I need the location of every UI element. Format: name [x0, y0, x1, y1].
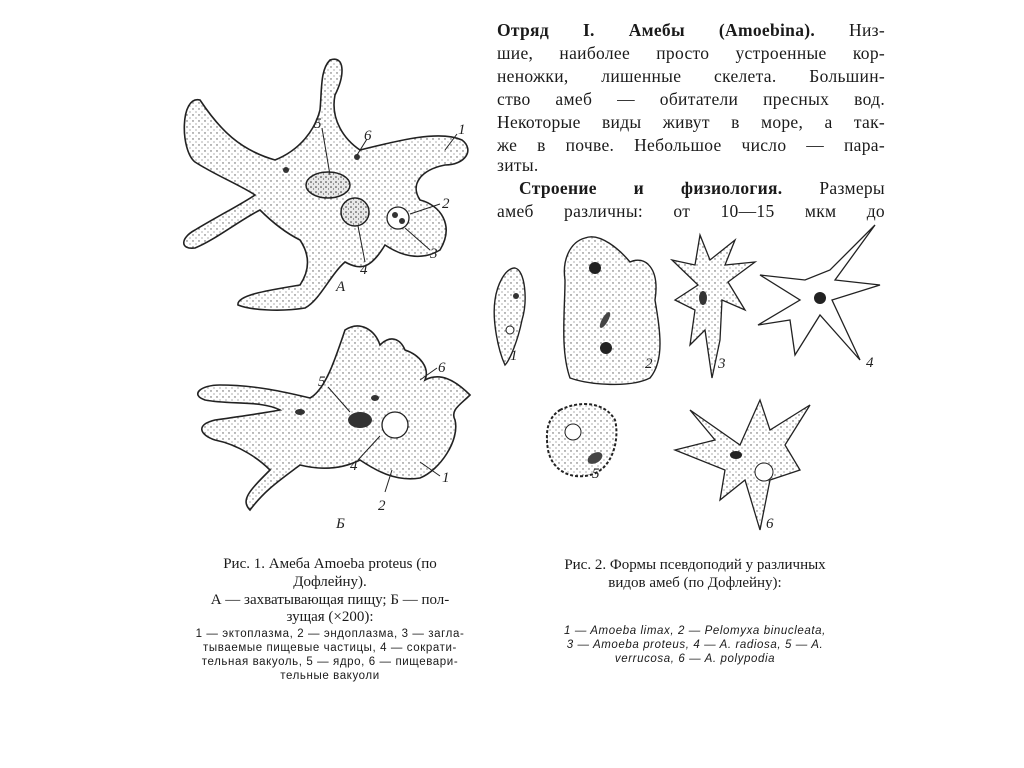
body-text-fragment: Размеры	[819, 178, 885, 198]
fig2-legend-line-3: verrucosa, 6 — A. polypodia	[614, 653, 776, 665]
fig2-label-3: 3	[718, 356, 726, 372]
fig1-caption-line-2: Дофлейну).	[293, 574, 367, 590]
body-line-9: амеб различны: от 10—15 мкм до	[497, 201, 885, 221]
body-line-8	[497, 178, 885, 199]
fig1-caption-line-3: А — захватывающая пищу; Б — пол-	[210, 592, 450, 608]
body-line-2: шие, наиболее просто устроенные кор-	[497, 43, 885, 63]
fig2-label-6: 6	[766, 516, 774, 532]
fig1a-label-6: 6	[364, 128, 372, 144]
amoeba-figure-1b	[198, 326, 470, 532]
fig1b-label-B: Б	[336, 516, 345, 532]
fig1-legend-line-4: тельные вакуоли	[280, 670, 380, 682]
fig1b-label-6: 6	[438, 360, 446, 376]
body-line-6: же в почве. Небольшое число — пара-	[497, 135, 885, 155]
fig1b-label-5: 5	[318, 374, 326, 390]
fig2-label-1: 1	[510, 348, 518, 364]
body-line-7: зиты.	[497, 155, 539, 175]
fig1a-label-3: 3	[430, 246, 438, 262]
body-line-5: Некоторые виды живут в море, а так-	[497, 112, 885, 132]
fig1a-label-1: 1	[458, 122, 466, 138]
body-text-fragment: Низ-	[849, 20, 885, 40]
amoeba-figure-1a	[184, 59, 468, 310]
fig1b-label-1: 1	[442, 470, 450, 486]
fig1a-label-4: 4	[360, 262, 368, 278]
fig1b-label-4: 4	[350, 458, 358, 474]
fig1-legend-line-2: тываемые пищевые частицы, 4 — сократи-	[203, 642, 457, 654]
fig2-legend-line-1: 1 — Amoeba limax, 2 — Pelomyxa binucleata,	[564, 625, 826, 637]
section-heading: Строение и физиология.	[519, 178, 783, 198]
fig2-caption-line-2: видов амеб (по Дофлейну):	[608, 575, 782, 591]
fig2-legend-line-2: 3 — Amoeba proteus, 4 — A. radiosa, 5 — A.	[566, 639, 824, 651]
body-line-4: ство амеб — обитатели пресных вод.	[497, 89, 885, 109]
fig2-label-4: 4	[866, 355, 874, 371]
fig1-legend-line-3: тельная вакуоль, 5 — ядро, 6 — пищевари-	[201, 656, 459, 668]
fig2-caption-line-1: Рис. 2. Формы псевдоподий у различных	[564, 557, 826, 573]
fig1-caption-line-4: зущая (×200):	[286, 609, 374, 625]
fig2-label-5: 5	[592, 466, 600, 482]
fig1a-label-2: 2	[442, 196, 450, 212]
fig1-legend-line-1: 1 — эктоплазма, 2 — эндоплазма, 3 — загла-	[195, 628, 465, 640]
order-heading: Отряд I. Амебы (Amoebina).	[497, 20, 816, 40]
fig2-label-2: 2	[645, 356, 653, 372]
fig1b-label-2: 2	[378, 498, 386, 514]
fig1-caption-line-1: Рис. 1. Амеба Amoeba proteus (по	[223, 556, 437, 572]
body-line-1	[497, 20, 885, 41]
fig1a-label-5: 5	[314, 116, 322, 132]
body-line-3: неножки, лишенные скелета. Большин-	[497, 66, 885, 86]
fig1a-label-A: А	[336, 279, 346, 295]
amoeba-figure-2	[494, 225, 880, 532]
